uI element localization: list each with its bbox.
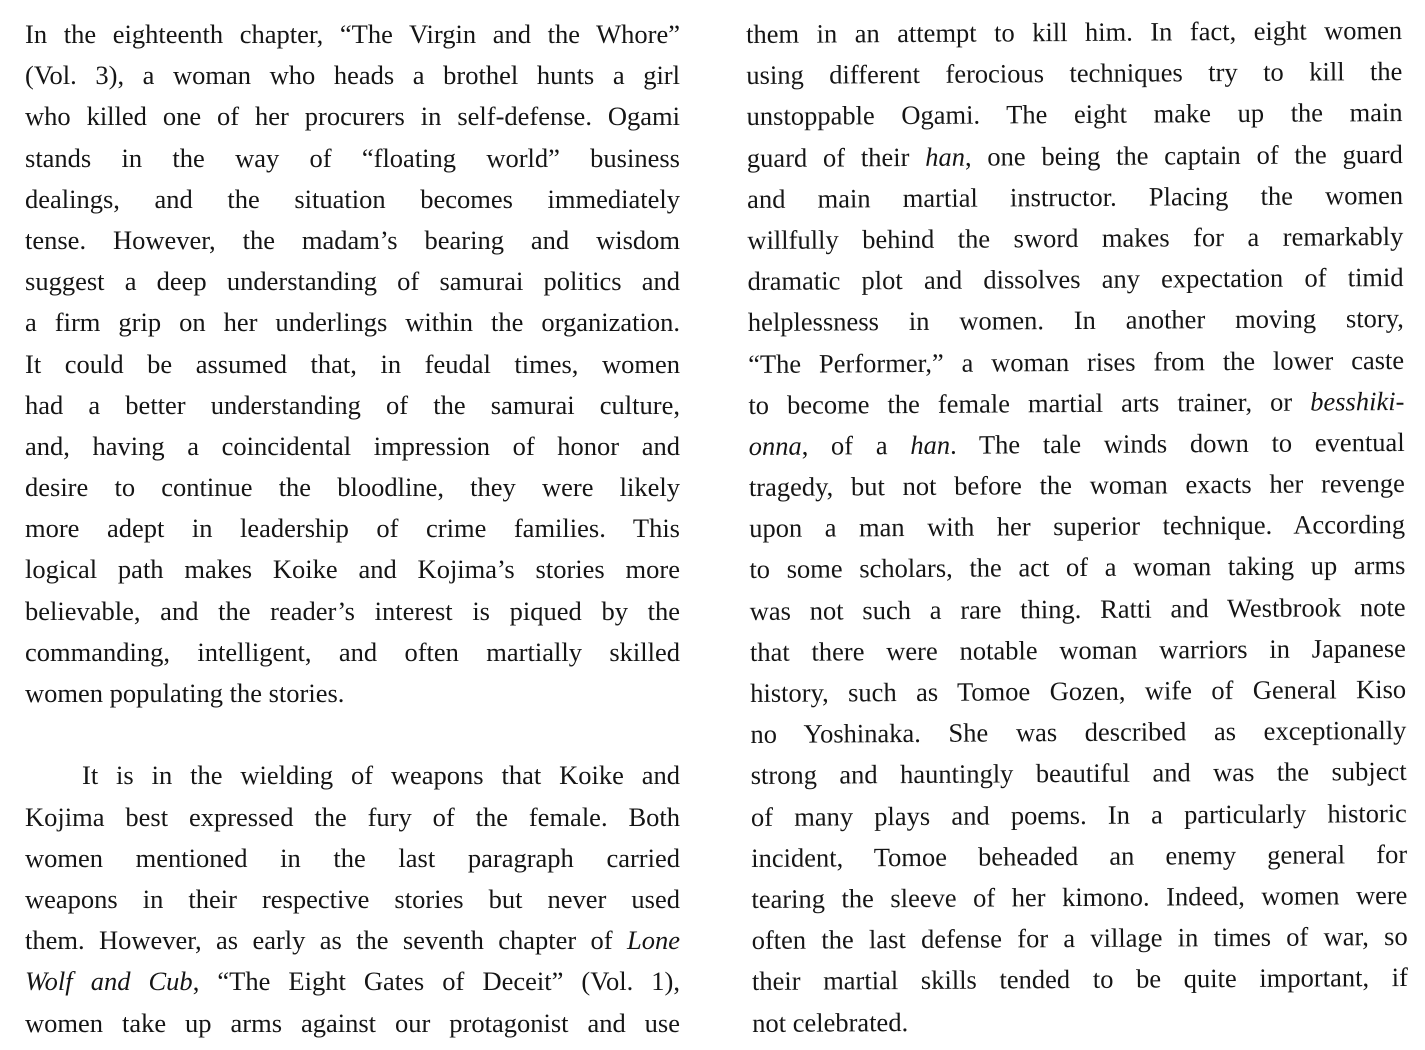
text-line: to some scholars, the act of a woman taking up arms: [749, 550, 1406, 585]
text-line: incident, Tomoe beheaded an enemy general for: [751, 838, 1408, 873]
text-line: and main martial instructor. Placing the women: [747, 179, 1404, 214]
text-line: “The Performer,” a woman rises from the lower caste: [748, 344, 1405, 379]
text-line: [748, 381, 1404, 426]
text-line: helplessness in women. In another moving story,: [747, 303, 1404, 338]
text-line: weapons in their respective stories but never used: [25, 883, 680, 914]
right-column: [746, 10, 1408, 1044]
text-line: Kojima best expressed the fury of the female. Both: [25, 801, 680, 832]
text-line: women mentioned in the last paragraph carried: [25, 842, 680, 873]
text-line: [25, 920, 680, 961]
text-line: them in an attempt to kill him. In fact, eight women: [746, 14, 1403, 49]
left-column: [25, 14, 680, 1044]
text-line: tearing the sleeve of her kimono. Indeed, women were: [751, 879, 1408, 914]
text-line: It could be assumed that, in feudal times, women: [25, 348, 680, 379]
text-line: unstoppable Ogami. The eight make up the main: [746, 97, 1403, 132]
text-line: and, having a coincidental impression of honor and: [25, 430, 680, 461]
text-line: had a better understanding of the samurai culture,: [25, 389, 680, 420]
text-span: , “The Eight Gates of Deceit” (Vol. 1),: [192, 966, 680, 997]
text-line: upon a man with her superior technique. According: [749, 509, 1406, 544]
text-line: that there were notable woman warriors in Japanese: [749, 632, 1406, 667]
text-line: [747, 134, 1403, 179]
text-span: , of a: [801, 429, 911, 461]
paragraph-madam: [25, 14, 680, 714]
text-line: dealings, and the situation becomes immediately: [25, 183, 680, 214]
text-span: to become the female martial arts trainer, or: [748, 386, 1311, 420]
text-line: logical path makes Koike and Kojima’s stories more: [25, 554, 680, 585]
text-line: stands in the way of “floating world” business: [25, 142, 680, 173]
text-line: no Yoshinaka. She was described as exceptionally: [750, 715, 1407, 750]
text-line: dramatic plot and dissolves any expectation of timid: [747, 262, 1404, 297]
text-line: [25, 961, 680, 1002]
text-line: who killed one of her procurers in self-defense. Ogami: [25, 101, 680, 132]
text-line: of many plays and poems. In a particularly historic: [750, 797, 1407, 832]
text-line: a firm grip on her underlings within the organization.: [25, 307, 680, 338]
text-line: women populating the stories.: [25, 678, 345, 708]
italic-title: Lone: [627, 925, 680, 956]
text-span: guard of their: [746, 141, 926, 173]
italic-title: Wolf and Cub: [25, 966, 193, 997]
text-line: tense. However, the madam’s bearing and wisdom: [25, 224, 680, 255]
text-line: willfully behind the sword makes for a remarkably: [747, 220, 1404, 255]
text-span: , one being the captain of the guard: [964, 138, 1403, 172]
text-line: (Vol. 3), a woman who heads a brothel hunts a girl: [25, 60, 680, 91]
text-line: [749, 422, 1405, 467]
text-line: women take up arms against our protagonist and use: [25, 1007, 680, 1038]
paragraph-gap: [25, 714, 680, 755]
paragraph-weapons: [25, 755, 680, 1043]
text-line: more adept in leadership of crime families. This: [25, 513, 680, 544]
text-line: suggest a deep understanding of samurai politics and: [25, 266, 680, 297]
text-line: often the last defense for a village in times of war, so: [751, 921, 1408, 956]
text-line: using different ferocious techniques try to kill the: [746, 56, 1403, 91]
text-line: commanding, intelligent, and often martially skilled: [25, 636, 680, 667]
text-span: them. However, as early as the seventh chapter of: [25, 925, 627, 956]
text-line: believable, and the reader’s interest is piqued by the: [25, 595, 680, 626]
text-span: . The tale winds down to eventual: [949, 426, 1405, 460]
italic-term: han: [910, 429, 951, 460]
text-line: desire to continue the bloodline, they were likely: [25, 472, 680, 503]
italic-term: onna: [748, 430, 802, 461]
text-line: history, such as Tomoe Gozen, wife of General Kiso: [750, 673, 1407, 708]
text-line: strong and hauntingly beautiful and was the subject: [750, 756, 1407, 791]
italic-term: han: [925, 141, 966, 172]
text-line: not celebrated.: [752, 1006, 909, 1038]
text-line: In the eighteenth chapter, “The Virgin and the Whore”: [25, 19, 680, 49]
italic-term: besshiki-: [1310, 385, 1405, 417]
text-line: It is in the wielding of weapons that Koike and: [82, 760, 680, 791]
text-line: tragedy, but not before the woman exacts her revenge: [748, 468, 1405, 503]
text-line: their martial skills tended to be quite important, if: [751, 962, 1408, 997]
text-line: was not such a rare thing. Ratti and Westbrook note: [749, 591, 1406, 626]
